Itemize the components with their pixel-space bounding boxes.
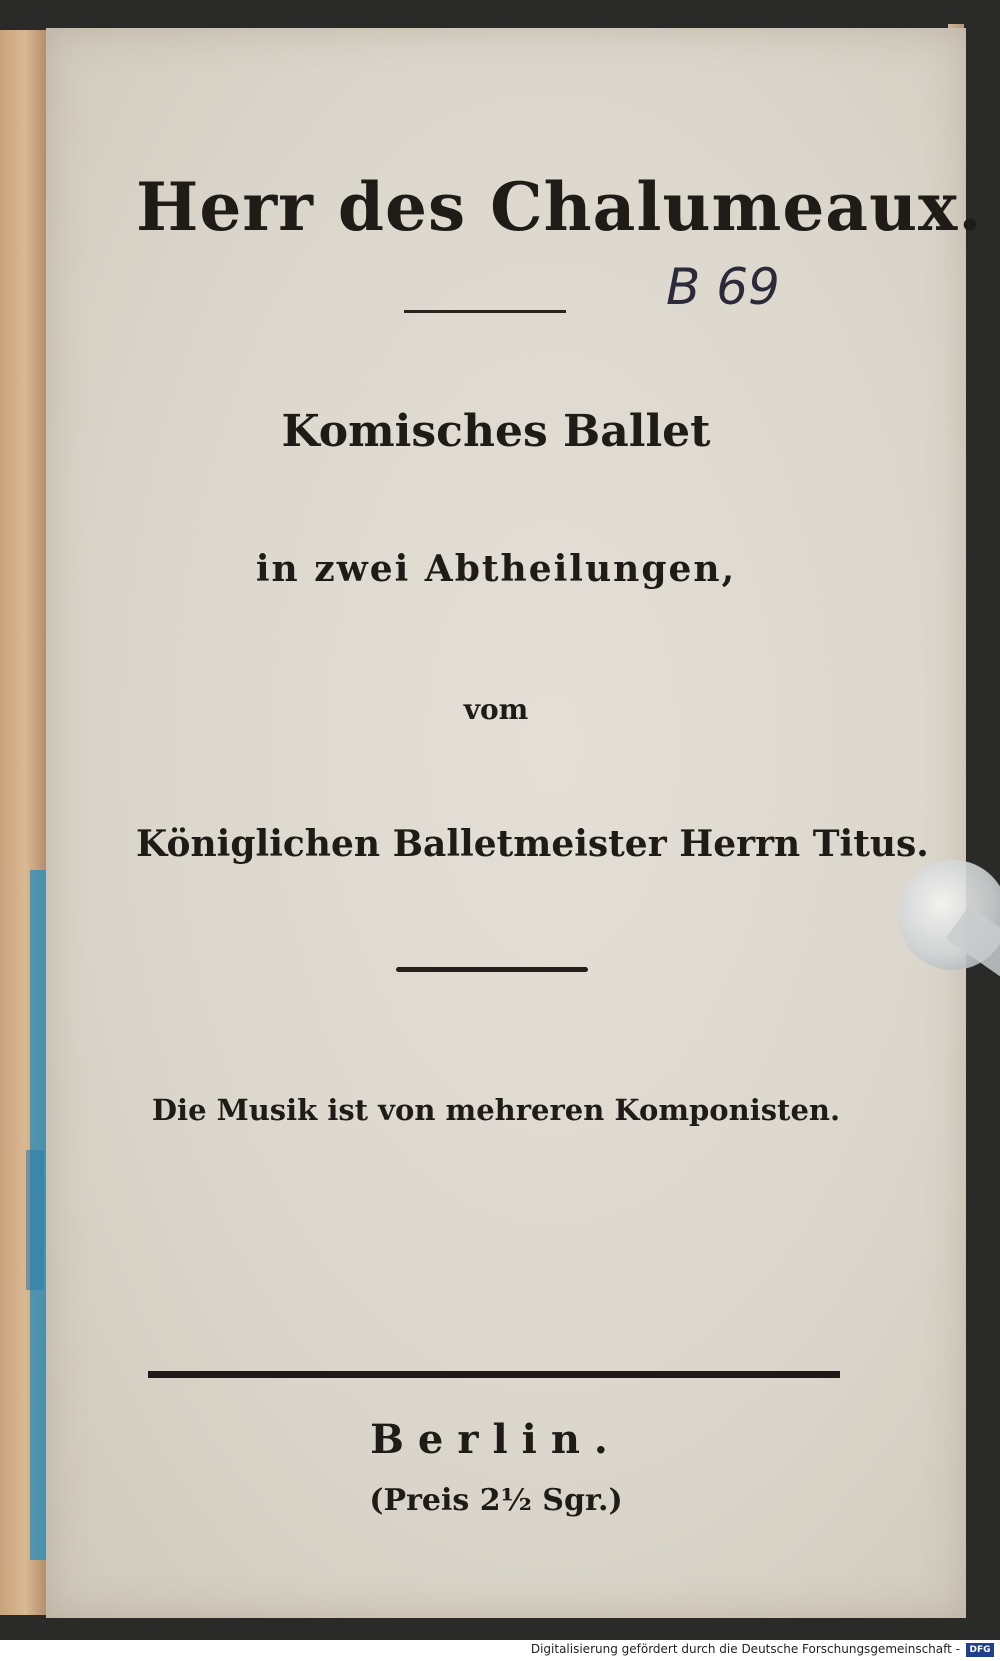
city-line: Berlin. (370, 1416, 622, 1463)
acts-line: in zwei Abtheilungen, (255, 548, 737, 590)
short-rule (404, 310, 566, 313)
by-line: vom (463, 693, 529, 726)
music-note-line: Die Musik ist von mehreren Komponisten. (151, 1093, 841, 1127)
dfg-logo: DFG (966, 1643, 994, 1657)
author-line: Königlichen Balletmeister Herrn Titus. (136, 823, 929, 865)
long-rule (148, 1371, 840, 1378)
page-title: Herr des Chalumeaux. (136, 168, 983, 246)
middle-rule (396, 967, 588, 972)
genre-line: Komisches Ballet (281, 406, 711, 457)
price-line: (Preis 2½ Sgr.) (369, 1483, 623, 1518)
title-page (46, 28, 983, 1618)
footer-bar (0, 1640, 1000, 1661)
cover-stain-secondary (26, 1150, 44, 1290)
handwritten-shelfmark: B 69 (666, 258, 780, 316)
footer-credit: Digitalisierung gefördert durch die Deutsche Forschungsgemeinschaft - (530, 1642, 960, 1656)
